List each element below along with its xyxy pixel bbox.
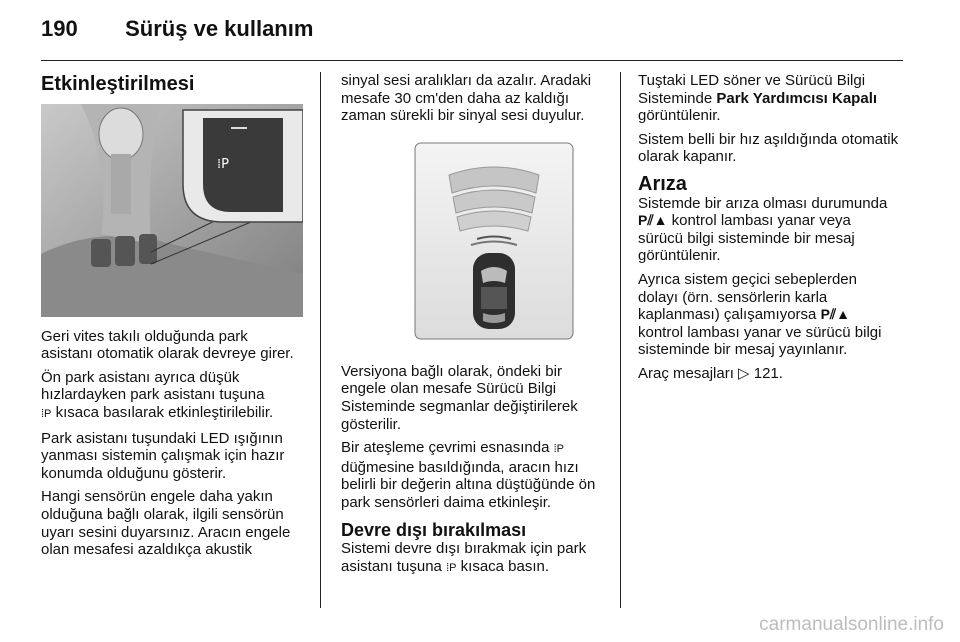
park-assist-button-icon: ⁞P: [41, 407, 52, 420]
column-divider: [320, 72, 321, 608]
watermark: carmanualsonline.info: [759, 614, 944, 635]
paragraph: Versiyona bağlı olarak, öndeki bir engele olan mesafe Sürücü Bilgi Sisteminde segmanlar değiştirilerek gösterilir.: [341, 362, 578, 433]
paragraph: Ön park asistanı ayrıca düşük hızlardayken park asistanı tuşuna ⁞P kısaca basılarak etkinleştirilebilir.: [41, 368, 274, 421]
page-reference-arrow-icon: ▷: [738, 364, 750, 382]
column-2: [341, 72, 603, 583]
paragraph: sinyal sesi aralıkları da azalır. Aradaki mesafe 30 cm'den daha az kaldığı zaman sürekli bir sinyal sesi duyulur.: [341, 72, 592, 125]
page-title: Sürüş ve kullanım: [125, 16, 314, 41]
page-number: 190: [41, 16, 78, 41]
section-heading-deactivation: Devre dışı bırakılması: [341, 519, 527, 540]
page-reference[interactable]: 121.: [753, 364, 783, 382]
park-assist-warning-lamp-icon: P⫽▲: [638, 212, 668, 229]
paragraph: Sistemi devre dışı bırakmak için park asistanı tuşuna ⁞P kısaca basın.: [341, 540, 587, 575]
park-assist-warning-lamp-icon: P⫽▲: [820, 306, 851, 323]
page-header: [41, 16, 313, 42]
section-heading-activation: Etkinleştirilmesi: [41, 73, 195, 95]
paragraph: Araç mesajları ▷ 121.: [638, 364, 783, 382]
paragraph: Park asistanı tuşundaki LED ışığının yanması sistemin çalışmak için hazır konumda olduğunu gösterir.: [41, 429, 285, 482]
console-illustration: [41, 104, 303, 317]
segment-display: [365, 137, 579, 347]
paragraph: Ayrıca sistem geçici sebeplerden dolayı (örn. sensörlerin karla kaplanması) çalışamıyorsa P⫽▲ kontrol lambası yanar ve sürücü bilgi sisteminde bir mesaj yayınlanır.: [638, 270, 882, 359]
column-1: [41, 72, 303, 565]
paragraph: Sistemde bir arıza olması durumunda P⫽▲ kontrol lambası yanar veya sürücü bilgi sisteminde bir mesaj görüntülenir.: [638, 194, 888, 265]
display-message-park-assist-off: Park Yardımcısı Kapalı: [716, 89, 878, 107]
column-3: [638, 72, 900, 389]
park-assist-button-photo: [41, 104, 303, 317]
distance-display-illustration: [365, 137, 579, 347]
paragraph: Tuştaki LED söner ve Sürücü Bilgi Sisteminde Park Yardımcısı Kapalı görüntülenir.: [638, 72, 878, 125]
park-assist-symbol: ⁞P: [217, 156, 229, 172]
park-assist-button-icon: ⁞P: [553, 443, 564, 456]
column-divider: [620, 72, 621, 608]
paragraph: Geri vites takılı olduğunda park asistanı otomatik olarak devreye girer.: [41, 327, 294, 363]
header-rule: [41, 60, 903, 61]
paragraph: Hangi sensörün engele daha yakın olduğuna bağlı olarak, ilgili sensörün uyarı sesini duyarsınız. Aracın engele olan mesafesi azaldıkça akustik: [41, 488, 291, 559]
paragraph: Sistem belli bir hız aşıldığında otomatik olarak kapanır.: [638, 130, 899, 166]
section-heading-fault: Arıza: [638, 172, 687, 195]
park-assist-button-icon: ⁞P: [446, 561, 457, 574]
paragraph: Bir ateşleme çevrimi esnasında ⁞P düğmesine basıldığında, aracın hızı belirli bir değerin altına düştüğünde ön park sensörleri daima etkinleşir.: [341, 439, 596, 511]
